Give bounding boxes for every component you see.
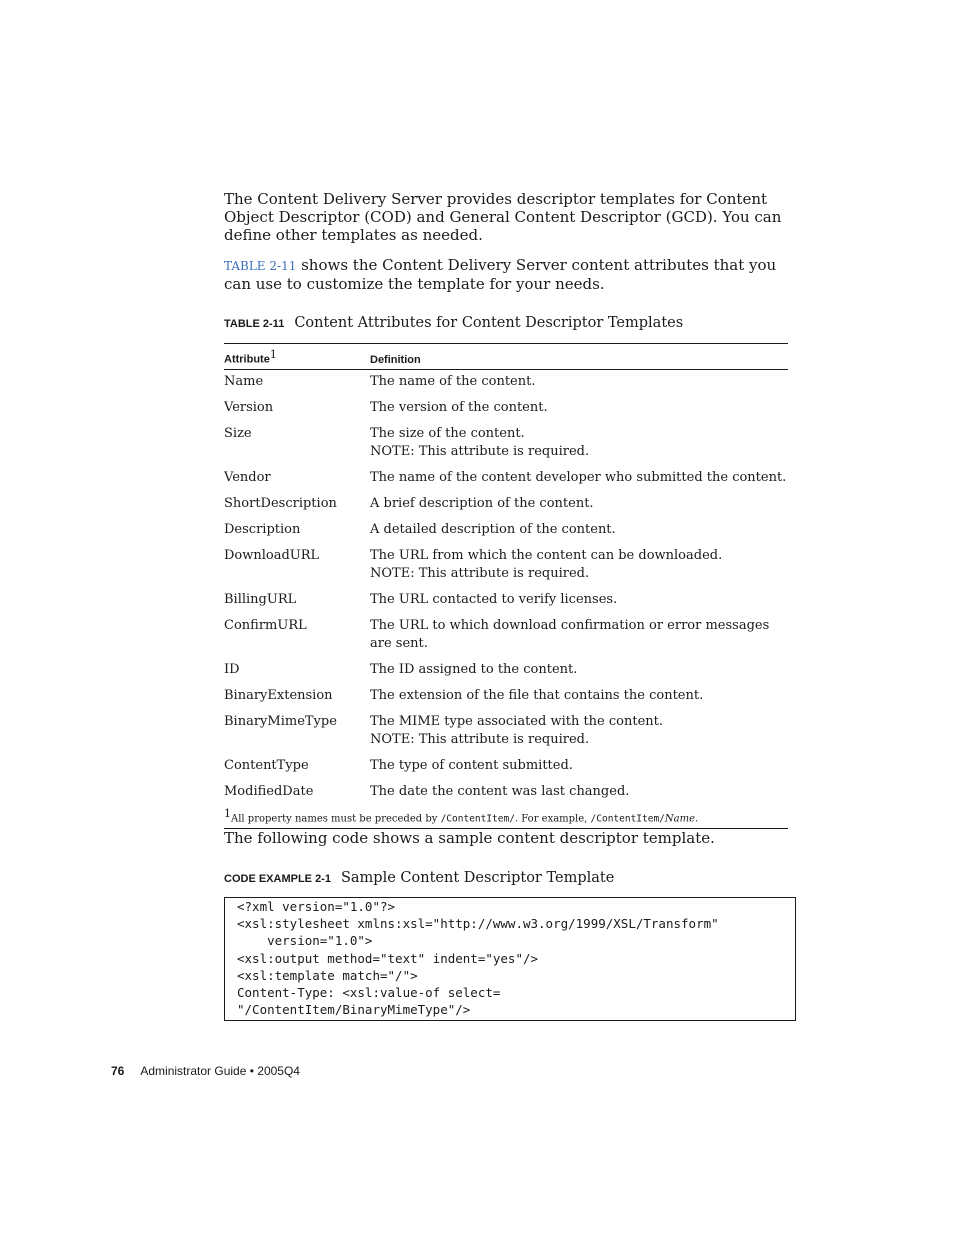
table-row [224, 779, 788, 805]
code-example-caption [224, 869, 788, 888]
attribute-name-cell: Name [224, 373, 264, 389]
attribute-definition-cell: The MIME type associated with the content. NOTE: This attribute is required. [370, 709, 788, 753]
attribute-name-cell: ID [224, 661, 240, 677]
table-label: TABLE 2-11 [224, 318, 285, 330]
table-reference-paragraph [224, 256, 788, 293]
attribute-definition-cell: The name of the content developer who submitted the content. [370, 469, 787, 485]
attribute-name-cell: ContentType [224, 757, 309, 773]
attribute-name-cell: ModifiedDate [224, 783, 314, 799]
table-row [224, 491, 788, 517]
footer-text: Administrator Guide • 2005Q4 [140, 1064, 300, 1078]
attribute-definition-cell: The version of the content. [370, 399, 548, 415]
attribute-definition-cell: The URL contacted to verify licenses. [370, 591, 618, 607]
intro-paragraph: The Content Delivery Server provides descriptor templates for Content Object Descriptor (COD) and General Content Descriptor (GCD). You can define other templates as needed. [224, 190, 782, 244]
table-row [224, 657, 788, 683]
attribute-definition-cell: The URL from which the content can be downloaded. NOTE: This attribute is required. [370, 543, 788, 587]
code-line: "/ContentItem/BinaryMimeType"/> [237, 1002, 471, 1018]
attribute-definition-cell: A detailed description of the content. [370, 521, 616, 537]
attribute-definition-cell: The size of the content. NOTE: This attribute is required. [370, 421, 788, 465]
code-line: version="1.0"> [237, 933, 373, 949]
attribute-name-cell: Vendor [224, 469, 271, 485]
code-line: <xsl:output method="text" indent="yes"/> [237, 950, 539, 966]
attribute-name-cell: BillingURL [224, 591, 297, 607]
required-note: NOTE: This attribute is required. [370, 565, 590, 581]
required-note: NOTE: This attribute is required. [370, 731, 590, 747]
code-line: <xsl:stylesheet xmlns:xsl="http://www.w3.org/1999/XSL/Transform" [237, 916, 719, 932]
attribute-definition-cell: The extension of the file that contains the content. [370, 687, 704, 703]
code-line: <xsl:template match="/"> [237, 967, 418, 983]
table-footnote-row [224, 805, 788, 829]
table-row [224, 613, 788, 657]
code-example-title: Sample Content Descriptor Template [340, 869, 615, 886]
code-line: Content-Type: <xsl:value-of select= [237, 985, 501, 1000]
table-row [224, 753, 788, 779]
table-row [224, 587, 788, 613]
attribute-name-cell: ConfirmURL [224, 617, 307, 633]
table-footnote: $^1$All property names must be preceded by /ContentItem/. For example, /ContentItem/Name. [224, 806, 699, 824]
code-intro-paragraph: The following code shows a sample content descriptor template. [224, 828, 715, 847]
attribute-definition-cell: The URL to which download confirmation or error messages are sent. [370, 617, 770, 651]
table-row [224, 543, 788, 587]
attribute-name-cell: Description [224, 521, 301, 537]
table-caption [224, 314, 788, 333]
attribute-definition-cell: The ID assigned to the content. [370, 661, 578, 677]
table-header-row [224, 344, 788, 370]
attribute-name-cell: Version [224, 399, 274, 415]
table-cross-reference-link[interactable]: TABLE 2-11 [224, 259, 297, 273]
attribute-name-cell: BinaryExtension [224, 687, 333, 703]
code-line: <?xml version="1.0"?> [237, 898, 396, 914]
attribute-definition-cell: The type of content submitted. [370, 757, 573, 773]
definition-column-header: Definition [370, 344, 788, 370]
table-row [224, 465, 788, 491]
attribute-column-header: Attribute$^1$ [224, 344, 370, 370]
code-example-block [224, 897, 796, 1021]
page-content [224, 190, 788, 1021]
table-row [224, 369, 788, 395]
footnote-marker: 1 [269, 348, 277, 361]
attribute-name-cell: Size [224, 425, 252, 441]
table-row [224, 709, 788, 753]
table-row [224, 395, 788, 421]
table-row [224, 517, 788, 543]
content-attributes-table [224, 343, 788, 829]
attribute-name-cell: BinaryMimeType [224, 713, 337, 729]
table-title: Content Attributes for Content Descriptor Templates [294, 315, 684, 331]
code-example-label: CODE EXAMPLE 2-1 [224, 872, 331, 885]
table-row [224, 683, 788, 709]
attribute-definition-cell: A brief description of the content. [370, 495, 594, 511]
table-row [224, 421, 788, 465]
page-footer [111, 1063, 300, 1079]
required-note: NOTE: This attribute is required. [370, 443, 590, 459]
attribute-name-cell: ShortDescription [224, 495, 337, 511]
attribute-name-cell: DownloadURL [224, 547, 320, 563]
table-reference-text: shows the Content Delivery Server content attributes that you can use to customize the template for your needs. [224, 256, 777, 293]
page-number: 76 [111, 1064, 125, 1078]
attribute-definition-cell: The date the content was last changed. [370, 783, 630, 799]
attribute-definition-cell: The name of the content. [370, 373, 536, 389]
table-body [224, 369, 788, 805]
